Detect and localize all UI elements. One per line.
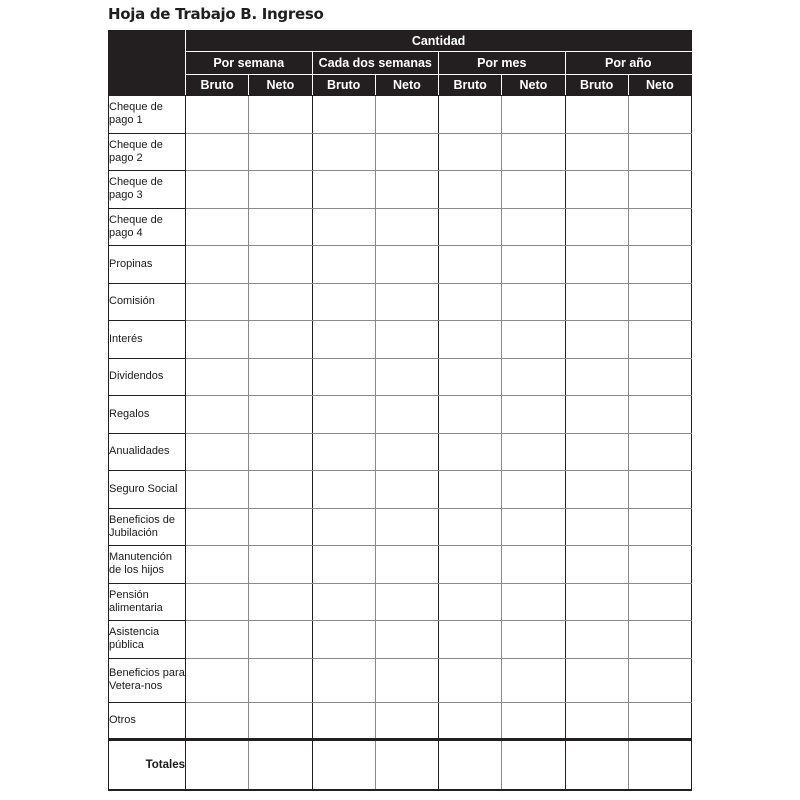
row-label: Manutención de los hijos xyxy=(109,546,186,584)
header-period-yearly: Por año xyxy=(565,52,692,75)
table-row xyxy=(109,621,692,659)
entry-cell[interactable] xyxy=(312,321,375,359)
entry-cell[interactable] xyxy=(312,433,375,471)
subheader-neto: Neto xyxy=(249,75,312,96)
entry-cell[interactable] xyxy=(439,246,502,284)
table-row xyxy=(109,702,692,740)
entry-cell[interactable] xyxy=(565,171,628,209)
entry-cell[interactable] xyxy=(628,471,691,509)
entry-cell[interactable] xyxy=(312,396,375,434)
entry-cell[interactable] xyxy=(502,246,565,284)
subheader-neto: Neto xyxy=(502,75,565,96)
row-label: Beneficios para Vetera-nos xyxy=(109,658,186,702)
entry-cell[interactable] xyxy=(375,133,438,171)
row-label: Propinas xyxy=(109,246,186,284)
entry-cell[interactable] xyxy=(628,208,691,246)
entry-cell[interactable] xyxy=(502,133,565,171)
entry-cell[interactable] xyxy=(249,283,312,321)
entry-cell[interactable] xyxy=(375,396,438,434)
entry-cell[interactable] xyxy=(628,546,691,584)
entry-cell[interactable] xyxy=(502,321,565,359)
entry-cell[interactable] xyxy=(249,546,312,584)
row-label: Asistencia pública xyxy=(109,621,186,659)
entry-cell[interactable] xyxy=(502,658,565,702)
entry-cell[interactable] xyxy=(375,471,438,509)
total-cell[interactable] xyxy=(439,740,502,790)
entry-cell[interactable] xyxy=(249,208,312,246)
total-cell[interactable] xyxy=(312,740,375,790)
entry-cell[interactable] xyxy=(186,702,249,740)
entry-cell[interactable] xyxy=(502,621,565,659)
entry-cell[interactable] xyxy=(249,171,312,209)
entry-cell[interactable] xyxy=(186,246,249,284)
entry-cell[interactable] xyxy=(312,246,375,284)
entry-cell[interactable] xyxy=(439,283,502,321)
entry-cell[interactable] xyxy=(502,508,565,546)
subheader-neto: Neto xyxy=(628,75,691,96)
table-row xyxy=(109,133,692,171)
entry-cell[interactable] xyxy=(249,508,312,546)
row-label: Cheque de pago 4 xyxy=(109,208,186,246)
table-row xyxy=(109,471,692,509)
entry-cell[interactable] xyxy=(375,283,438,321)
entry-cell[interactable] xyxy=(312,171,375,209)
entry-cell[interactable] xyxy=(502,96,565,134)
entry-cell[interactable] xyxy=(439,171,502,209)
entry-cell[interactable] xyxy=(375,321,438,359)
entry-cell[interactable] xyxy=(249,621,312,659)
entry-cell[interactable] xyxy=(628,433,691,471)
table-row xyxy=(109,96,692,134)
entry-cell[interactable] xyxy=(312,133,375,171)
entry-cell[interactable] xyxy=(565,208,628,246)
page-title: Hoja de Trabajo B. Ingreso xyxy=(108,5,324,23)
entry-cell[interactable] xyxy=(312,658,375,702)
total-cell[interactable] xyxy=(375,740,438,790)
entry-cell[interactable] xyxy=(375,546,438,584)
row-label: Interés xyxy=(109,321,186,359)
entry-cell[interactable] xyxy=(565,433,628,471)
entry-cell[interactable] xyxy=(565,321,628,359)
row-label: Cheque de pago 1 xyxy=(109,96,186,134)
table-row xyxy=(109,283,692,321)
entry-cell[interactable] xyxy=(565,283,628,321)
entry-cell[interactable] xyxy=(439,583,502,621)
entry-cell[interactable] xyxy=(439,321,502,359)
entry-cell[interactable] xyxy=(628,702,691,740)
row-label: Beneficios de Jubilación xyxy=(109,508,186,546)
entry-cell[interactable] xyxy=(249,471,312,509)
subheader-bruto: Bruto xyxy=(186,75,249,96)
entry-cell[interactable] xyxy=(375,208,438,246)
subheader-bruto: Bruto xyxy=(565,75,628,96)
entry-cell[interactable] xyxy=(439,133,502,171)
entry-cell[interactable] xyxy=(375,171,438,209)
subheader-neto: Neto xyxy=(375,75,438,96)
entry-cell[interactable] xyxy=(439,508,502,546)
income-worksheet-table xyxy=(108,30,692,791)
entry-cell[interactable] xyxy=(249,96,312,134)
row-label: Otros xyxy=(109,702,186,740)
entry-cell[interactable] xyxy=(502,396,565,434)
entry-cell[interactable] xyxy=(502,208,565,246)
entry-cell[interactable] xyxy=(375,246,438,284)
table-row xyxy=(109,433,692,471)
entry-cell[interactable] xyxy=(312,508,375,546)
subheader-bruto: Bruto xyxy=(439,75,502,96)
entry-cell[interactable] xyxy=(565,358,628,396)
entry-cell[interactable] xyxy=(439,546,502,584)
entry-cell[interactable] xyxy=(375,583,438,621)
header-period-monthly: Por mes xyxy=(439,52,566,75)
entry-cell[interactable] xyxy=(186,508,249,546)
entry-cell[interactable] xyxy=(312,283,375,321)
entry-cell[interactable] xyxy=(439,702,502,740)
header-corner xyxy=(109,31,186,96)
table-row xyxy=(109,358,692,396)
entry-cell[interactable] xyxy=(186,658,249,702)
total-cell[interactable] xyxy=(249,740,312,790)
entry-cell[interactable] xyxy=(375,702,438,740)
row-label: Seguro Social xyxy=(109,471,186,509)
entry-cell[interactable] xyxy=(375,358,438,396)
entry-cell[interactable] xyxy=(565,246,628,284)
entry-cell[interactable] xyxy=(375,508,438,546)
entry-cell[interactable] xyxy=(502,583,565,621)
entry-cell[interactable] xyxy=(375,96,438,134)
entry-cell[interactable] xyxy=(375,658,438,702)
entry-cell[interactable] xyxy=(565,621,628,659)
entry-cell[interactable] xyxy=(439,358,502,396)
entry-cell[interactable] xyxy=(502,433,565,471)
entry-cell[interactable] xyxy=(565,546,628,584)
entry-cell[interactable] xyxy=(249,583,312,621)
table-row xyxy=(109,546,692,584)
entry-cell[interactable] xyxy=(186,546,249,584)
table-row xyxy=(109,508,692,546)
entry-cell[interactable] xyxy=(249,396,312,434)
entry-cell[interactable] xyxy=(628,283,691,321)
entry-cell[interactable] xyxy=(249,321,312,359)
entry-cell[interactable] xyxy=(502,546,565,584)
entry-cell[interactable] xyxy=(565,658,628,702)
entry-cell[interactable] xyxy=(186,433,249,471)
table-row xyxy=(109,171,692,209)
entry-cell[interactable] xyxy=(312,702,375,740)
entry-cell[interactable] xyxy=(439,208,502,246)
entry-cell[interactable] xyxy=(628,246,691,284)
entry-cell[interactable] xyxy=(628,508,691,546)
row-label: Cheque de pago 3 xyxy=(109,171,186,209)
row-label: Comisión xyxy=(109,283,186,321)
entry-cell[interactable] xyxy=(249,246,312,284)
entry-cell[interactable] xyxy=(502,702,565,740)
total-cell[interactable] xyxy=(502,740,565,790)
table-row xyxy=(109,658,692,702)
entry-cell[interactable] xyxy=(249,702,312,740)
entry-cell[interactable] xyxy=(628,171,691,209)
entry-cell[interactable] xyxy=(186,171,249,209)
entry-cell[interactable] xyxy=(186,96,249,134)
entry-cell[interactable] xyxy=(186,321,249,359)
entry-cell[interactable] xyxy=(628,583,691,621)
header-period-biweekly: Cada dos semanas xyxy=(312,52,439,75)
entry-cell[interactable] xyxy=(502,471,565,509)
entry-cell[interactable] xyxy=(312,546,375,584)
entry-cell[interactable] xyxy=(439,433,502,471)
entry-cell[interactable] xyxy=(439,658,502,702)
entry-cell[interactable] xyxy=(628,321,691,359)
entry-cell[interactable] xyxy=(502,171,565,209)
entry-cell[interactable] xyxy=(565,702,628,740)
header-cantidad: Cantidad xyxy=(186,31,692,52)
entry-cell[interactable] xyxy=(628,621,691,659)
entry-cell[interactable] xyxy=(186,583,249,621)
table-row xyxy=(109,208,692,246)
entry-cell[interactable] xyxy=(502,283,565,321)
entry-cell[interactable] xyxy=(375,621,438,659)
entry-cell[interactable] xyxy=(186,396,249,434)
totals-row xyxy=(109,740,692,790)
table-row xyxy=(109,246,692,284)
entry-cell[interactable] xyxy=(186,358,249,396)
entry-cell[interactable] xyxy=(628,96,691,134)
total-cell[interactable] xyxy=(565,740,628,790)
entry-cell[interactable] xyxy=(249,358,312,396)
entry-cell[interactable] xyxy=(249,433,312,471)
entry-cell[interactable] xyxy=(186,471,249,509)
table-row xyxy=(109,321,692,359)
entry-cell[interactable] xyxy=(249,658,312,702)
entry-cell[interactable] xyxy=(186,208,249,246)
entry-cell[interactable] xyxy=(312,208,375,246)
totals-label: Totales xyxy=(109,740,186,790)
entry-cell[interactable] xyxy=(439,396,502,434)
entry-cell[interactable] xyxy=(628,396,691,434)
entry-cell[interactable] xyxy=(565,133,628,171)
entry-cell[interactable] xyxy=(628,133,691,171)
entry-cell[interactable] xyxy=(186,283,249,321)
entry-cell[interactable] xyxy=(565,96,628,134)
entry-cell[interactable] xyxy=(628,658,691,702)
entry-cell[interactable] xyxy=(439,96,502,134)
entry-cell[interactable] xyxy=(186,621,249,659)
entry-cell[interactable] xyxy=(312,583,375,621)
subheader-bruto: Bruto xyxy=(312,75,375,96)
table-row xyxy=(109,583,692,621)
row-label: Cheque de pago 2 xyxy=(109,133,186,171)
entry-cell[interactable] xyxy=(439,621,502,659)
entry-cell[interactable] xyxy=(439,471,502,509)
row-label: Regalos xyxy=(109,396,186,434)
row-label: Pensión alimentaria xyxy=(109,583,186,621)
entry-cell[interactable] xyxy=(249,133,312,171)
row-label: Anualidades xyxy=(109,433,186,471)
entry-cell[interactable] xyxy=(312,621,375,659)
entry-cell[interactable] xyxy=(565,396,628,434)
header-period-weekly: Por semana xyxy=(186,52,313,75)
row-label: Dividendos xyxy=(109,358,186,396)
entry-cell[interactable] xyxy=(565,471,628,509)
entry-cell[interactable] xyxy=(312,96,375,134)
total-cell[interactable] xyxy=(186,740,249,790)
entry-cell[interactable] xyxy=(186,133,249,171)
entry-cell[interactable] xyxy=(312,358,375,396)
entry-cell[interactable] xyxy=(312,471,375,509)
total-cell[interactable] xyxy=(628,740,691,790)
entry-cell[interactable] xyxy=(502,358,565,396)
entry-cell[interactable] xyxy=(628,358,691,396)
table-row xyxy=(109,396,692,434)
entry-cell[interactable] xyxy=(375,433,438,471)
entry-cell[interactable] xyxy=(565,583,628,621)
entry-cell[interactable] xyxy=(565,508,628,546)
